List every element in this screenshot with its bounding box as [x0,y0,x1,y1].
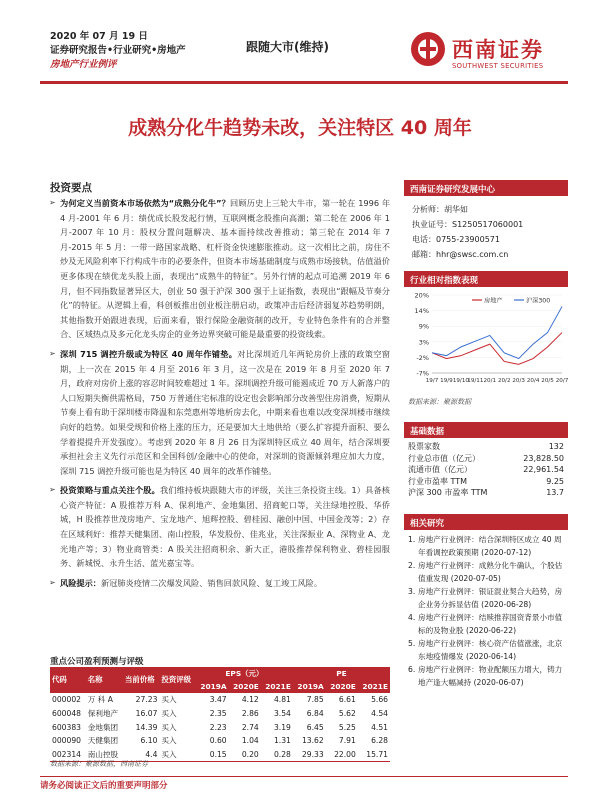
related-item-date: (2020-07-05) [450,573,501,583]
related-item-title: 房地产行业例评：成熟分化牛确认，个股估值重发现 [418,561,563,583]
phone-label: 电话： [412,235,436,244]
table-source: 数据来源：聚源数据，西南证券 [50,760,148,768]
series-line [432,333,562,365]
table-cell: 4.51 [371,722,388,732]
y-tick-label: -7% [416,369,429,378]
table-cell: 5.62 [338,708,356,718]
table-row [50,693,390,707]
table-cell: 2.35 [209,708,227,718]
related-item-number: 3. [408,587,416,596]
performance-panel [404,271,568,407]
table-title: 重点公司盈利预测与评级 [50,657,144,667]
x-tick-label: 19/11 [467,378,484,384]
basic-data-panel [404,422,568,499]
report-header [50,30,186,72]
bullet-icon: ➢ [49,198,56,207]
point-2-lead: 深圳 715 调控升级或为特区 40 周年作铺垫。 [60,348,238,359]
related-item-number: 4. [408,613,416,622]
related-item-date: (2020-06-22) [465,625,517,635]
table-cell: 29.33 [301,750,324,760]
related-title: 相关研究 [404,514,568,530]
table-cell: 6.10 [140,736,158,746]
footer-disclaimer: 请务必阅读正文后的重要声明部分 [40,776,568,791]
email-label: 邮箱： [412,250,436,259]
chart-source: 数据来源：聚源数据 [408,398,471,406]
related-item-date: (2020-06-14) [465,651,517,661]
th-year: 2020E [326,681,358,693]
email-link[interactable]: hhr@swsc.com.cn [436,250,509,259]
table-cell: 0.60 [209,736,227,746]
table-cell: 0.20 [241,750,259,760]
th-rating: 投资评级 [159,667,195,693]
related-list [404,530,568,689]
point-4-lead: 风险提示： [60,577,101,588]
th-price: 当前价格 [123,667,159,693]
logo-text-cn: 西南证券 [452,38,544,62]
x-tick-label: 20/3 [512,378,525,384]
bullet-icon: ➢ [49,485,56,495]
th-eps: EPS（元） [196,667,293,681]
bullet-icon: ➢ [49,577,56,587]
table-cell: 13.62 [301,736,324,746]
report-category: 证券研究报告•行业研究•房地产 [50,45,186,56]
performance-chart [404,287,568,395]
legend-label: 房地产 [484,297,503,305]
related-item-number: 5. [408,639,416,648]
th-year: 2019A [196,681,229,693]
table-cell: 600383 [52,722,81,732]
table-cell: 5.25 [338,722,356,732]
table-cell: 6.45 [306,722,324,732]
x-tick-label: 20/5 [541,378,554,384]
basic-data-key: 行业总市值（亿元） [408,453,480,463]
table-cell: 天健集团 [87,736,119,746]
x-tick-label: 19/9 [440,378,453,384]
th-year: 2021E [261,681,293,693]
main-content [50,196,390,595]
table-cell: 买入 [161,694,177,704]
table-cell: 1.04 [241,736,259,746]
basic-data-list [404,438,568,499]
table-cell: 0.28 [273,750,291,760]
table-cell: 保利地产 [87,708,119,718]
point-4 [50,576,390,591]
table-cell: 3.54 [273,708,291,718]
x-tick-label: 20/7 [555,378,568,384]
table-cell: 6.28 [371,736,388,746]
related-item-title: 房地产行业例评：结赎推荐国资背景小市值标的及物业股 [418,613,563,635]
table-cell: 6.84 [306,708,324,718]
related-item-number: 6. [408,665,416,674]
related-item-title: 房地产行业例评：物业配额压力增大，铸力地产逢大幅减持 [418,665,563,687]
analyst-name: 胡华如 [444,205,468,214]
th-code: 代码 [50,667,86,693]
basic-data-value: 13.7 [546,488,564,497]
table-row [50,720,390,734]
x-tick-label: 19/10 [452,378,469,384]
basic-data-row [408,487,564,499]
th-name: 名称 [86,667,123,693]
table-cell: 买入 [161,750,177,760]
table-cell: 600048 [52,708,81,718]
point-3-lead: 投资策略与重点关注个股。 [60,485,160,496]
th-year: 2019A [293,681,326,693]
basic-data-value: 23,828.50 [523,453,564,463]
table-cell: 4.54 [371,708,388,718]
table-cell: 4.12 [241,694,259,704]
x-tick-label: 20/4 [526,378,540,384]
point-2 [50,347,390,478]
table-cell: 002314 [52,750,81,760]
table-cell: 2.86 [241,708,259,718]
basic-data-key: 流通市值（亿元） [408,465,472,474]
basic-data-row [408,441,564,453]
table-cell: 7.85 [306,694,324,704]
point-3 [50,483,390,571]
phone-number: 0755-23900571 [436,235,500,244]
table-cell: 6.61 [338,694,356,704]
basic-data-key: 沪深 300 市盈率 TTM [408,488,488,497]
analyst-label: 分析师： [412,205,444,214]
table-cell: 3.19 [273,722,291,732]
related-item[interactable] [408,560,564,585]
related-item-title: 房地产行业例评：核心资产估值涨涨，北京东地疫情爆发 [418,639,563,661]
point-1-text: 回顾历史上三轮大牛市，第一轮在 1996 年 4 月-2001 年 6 月：绩优成长股发起行情，互联网概念股推向高潮；第二轮在 2006 年 1 月-2007 年 10 月：股权分置问题解决、基本面持续改善推动；第三轮在 2014 年 7 月-2015 年 5 月：一带一路国家战略、杠杆资金快速膨胀推动。这一次相比之前，房住不炒及无风险利率下行构成牛市的必要条件，但资本市场基础制度与成熟市场接轨，估值溢价更多体现在绩优龙头股上面，表现出“成熟牛的特征”。另外行情的起点可追溯 2019 年 6 月，但不同指数显著异区大，创业 50 强于沪深 300 强于上证指数，表现出“跟幅及节奏分化”的特征。从逻辑上看，科创板推出创业板注册启动，政策冲击后经济弱复苏趋势明朗，其他指数开始跟进表现，后面来看，银行保险金融资制的改开，专业特色条件有的合并整合、区域热点及多元化龙头房企的业务边界突破可能是最重要的投资线索。 [60,198,391,340]
table-cell: 15.71 [366,750,388,760]
table-cell: 买入 [161,736,177,746]
report-date: 2020 年 07 月 19 日 [50,31,148,42]
basic-data-key: 行业市盈率 TTM [408,476,468,486]
table-cell: 0.15 [209,750,227,760]
logo-text-en: SOUTHWEST SECURITIES [452,62,544,70]
table-cell: 买入 [161,708,177,718]
table-cell: 南山控股 [87,750,119,760]
table-cell: 万 科 A [87,694,113,704]
basic-data-value: 132 [548,442,564,451]
basic-data-row [408,464,564,476]
basic-title: 基础数据 [404,422,568,438]
point-3-text: 我们维持板块跟随大市的评级，关注三条投资主线。1）具备核心资产特征：A 股推荐万科 A、保利地产、金地集团、招商蛇口等，关注绿地控股、华侨城，H 股推荐世茂房地产、宝龙地产、旭辉控股、碧桂园、融创中国、中国金茂等；2）存在区域利好：推荐天健集团、南山控股，华发股份、佳兆业，关注深振业 A、深物业 A、龙光地产等；3）物业商管类：A 股关注招商积余、新大正，港股推荐保利物业、碧桂园服务、新城悦、永升生活、蓝光嘉宝等。 [60,485,390,569]
y-tick-label: 9% [418,322,429,331]
x-tick-label: 20/1 [483,378,497,384]
bullet-icon: ➢ [49,348,56,358]
header-divider [40,81,568,84]
x-tick-label: 19/7 [425,378,439,384]
y-tick-label: 14% [414,307,429,316]
point-4-text: 新冠肺炎疫情二次爆发风险、销售回款风险、复工竣工风险。 [100,577,323,588]
point-1-lead: 为何定义当前资本市场依然为“成熟分化牛”？ [60,198,230,208]
related-item-title: 房地产行业例评：结合深圳特区成立 40 周年看调控政策预期 [418,535,562,557]
y-tick-label: -2% [416,353,429,362]
related-item-date: (2020-07-12) [481,547,532,557]
basic-data-row [408,476,564,488]
rating-label: 跟随大市(维持) [246,40,329,54]
related-item-date: (2020-06-28) [481,599,532,609]
table-cell: 16.07 [135,708,158,718]
th-year: 2020E [229,681,261,693]
company-logo [408,25,568,77]
related-item-number: 2. [408,561,416,570]
basic-data-row [408,453,564,465]
legend-label: 沪深300 [526,297,551,305]
team-title: 西南证券研究发展中心 [404,180,568,196]
th-year: 2021E [358,681,390,693]
perf-title: 行业相对指数表现 [404,271,568,287]
related-item-title: 房地产行业例评：银证混业契合大趋势，房企业务分拆显估值 [418,587,563,609]
basic-data-value: 9.25 [546,476,564,486]
table-cell: 14.39 [135,722,158,732]
table-cell: 1.31 [273,736,291,746]
license-label: 执业证号： [412,220,452,229]
license-number: S1250517060001 [452,220,524,229]
table-cell: 7.91 [338,736,356,746]
related-item[interactable] [408,664,564,689]
related-item-date: (2020-06-07) [473,677,524,687]
table-cell: 3.47 [209,694,227,704]
basic-data-value: 22,961.54 [523,465,564,474]
point-2-text: 对比深圳近几年两轮房价上涨的政策空窗期，上一次在 2015 年 4 月至 2016 年 3 月，这一次是在 2019 年 8 月至 2020 年 7 月，政府对房价上涨的容忍时间较难超过 1 年。深圳调控升级可能遏成近 70 万人新落户的人口短期失衡供需格局，750 万普通住宅标准的设定也会影响部分改善型住房消费，短期从节奏上看有助于深圳楼市降温和东莞惠州等地析房去化，中期来看也难以改变深圳楼市继续向好的趋势。如果受规和价格上涨的压力，还是要加大土地供给（要么扩容提升面积、要么学着提提升开发强度）。考虑到 2020 年 8 月 26 日为深圳特区成立 40 周年，结合深圳要承担社会主义先行示范区和全国科创/金融中心的使命，对深圳的资源倾斜理应加大力度，深圳 715 调控升级可能也是为特区 40 周年的改革作铺垫。 [60,348,390,476]
related-item[interactable] [408,586,564,611]
report-title: 成熟分化牛趋势未改，关注特区 40 周年 [128,117,472,139]
table-row [50,734,390,748]
table-cell: 27.23 [135,694,158,704]
th-pe: PE [293,667,390,681]
related-item[interactable] [408,612,564,637]
section-heading: 投资要点 [50,182,92,194]
analyst-panel [404,180,568,268]
related-item[interactable] [408,534,564,559]
table-cell: 4.4 [145,750,158,760]
report-series: 房地产行业例评 [50,59,117,70]
table-cell: 2.74 [241,722,259,732]
x-tick-label: 20/2 [497,378,511,384]
y-tick-label: 3% [418,338,429,347]
table-cell: 5.66 [371,694,388,704]
basic-data-key: 股票家数 [408,442,440,451]
table-cell: 4.81 [273,694,291,704]
table-cell: 000090 [52,736,81,746]
y-tick-label: 20% [414,291,429,300]
related-item-number: 1. [408,535,416,544]
table-cell: 金地集团 [87,722,119,732]
point-1 [50,196,390,342]
table-row [50,706,390,720]
table-cell: 2.23 [209,722,227,732]
related-research-panel [404,514,568,690]
earnings-table [50,667,390,762]
table-cell: 买入 [161,722,177,732]
related-item[interactable] [408,638,564,663]
table-cell: 000002 [52,694,81,704]
table-cell: 22.00 [334,750,356,760]
